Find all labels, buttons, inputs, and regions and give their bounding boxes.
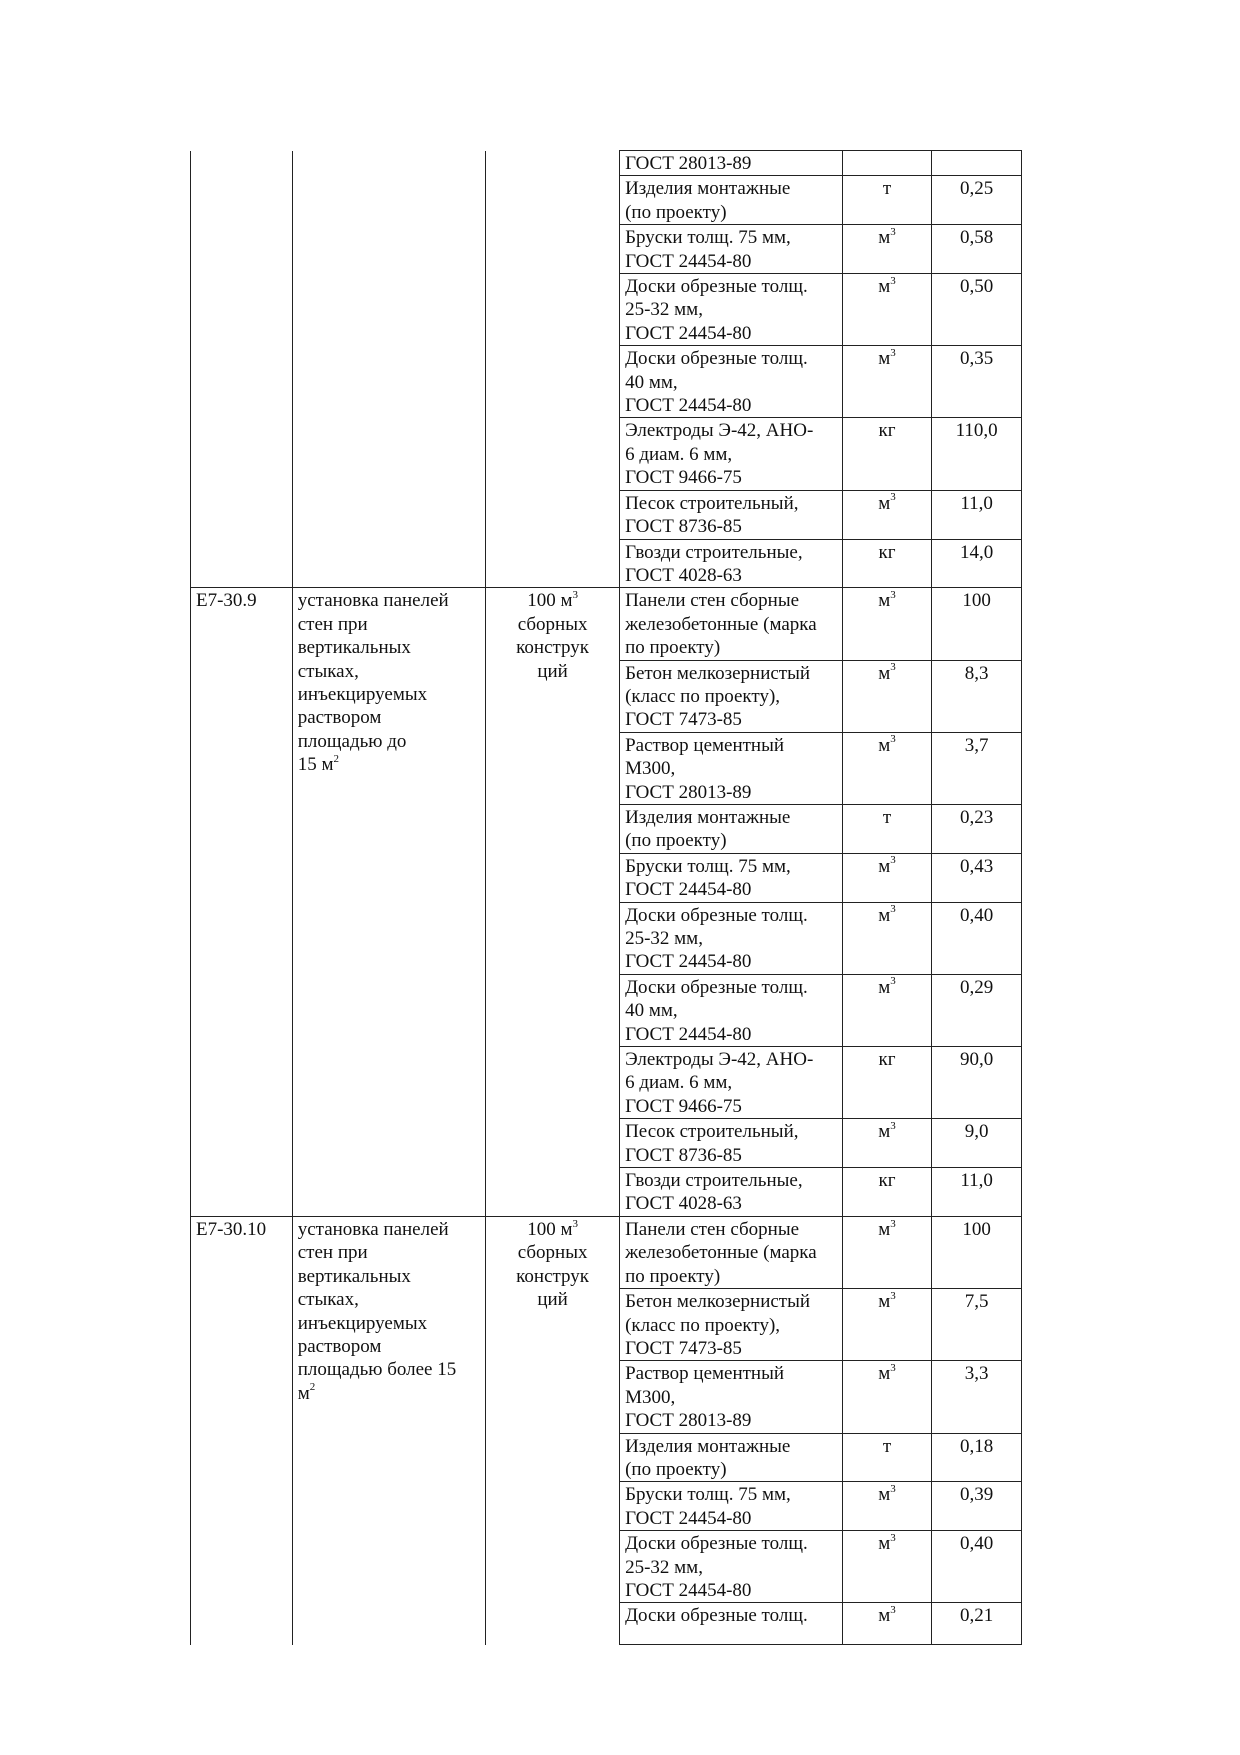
material-line: 40 мм,	[625, 1000, 678, 1022]
code-cell: Е7-30.10	[191, 1216, 293, 1645]
material-line: по проекту)	[625, 637, 721, 659]
quantity-cell: 100	[932, 588, 1022, 660]
quantity-cell: 0,29	[932, 974, 1022, 1046]
measure-line: ций	[537, 1289, 568, 1311]
measure-line: сборных	[517, 613, 588, 635]
material-cell	[620, 1289, 843, 1361]
unit-cell	[842, 346, 932, 418]
unit-superscript: 3	[890, 225, 896, 238]
quantity-cell: 0,25	[932, 176, 1022, 225]
unit-cell	[842, 225, 932, 274]
material-line: Бруски толщ. 75 мм,	[625, 227, 791, 249]
material-cell	[620, 974, 843, 1046]
unit-cell	[842, 490, 932, 539]
unit-cell	[842, 418, 932, 490]
unit-text: м	[878, 1363, 891, 1385]
material-line: Электроды Э-42, АНО-	[625, 1049, 814, 1071]
material-cell	[620, 490, 843, 539]
material-line: 25-32 мм,	[625, 928, 703, 949]
unit-superscript: 3	[890, 1604, 896, 1617]
code-cell	[191, 151, 293, 588]
name-line: раствором	[297, 707, 382, 729]
material-line: Песок строительный,	[625, 1121, 799, 1143]
unit-cell	[842, 1289, 932, 1361]
measure-cell	[486, 151, 620, 588]
quantity-cell: 0,35	[932, 346, 1022, 418]
unit-cell	[842, 1433, 932, 1482]
material-cell	[620, 274, 843, 346]
material-line: Доски обрезные толщ.	[625, 904, 808, 926]
unit-superscript: 3	[890, 1361, 896, 1374]
material-line: Изделия монтажные	[625, 1435, 791, 1457]
unit-cell	[842, 1603, 932, 1645]
unit-cell	[842, 151, 932, 176]
material-cell	[620, 346, 843, 418]
material-cell	[620, 1119, 843, 1168]
measure-superscript: 3	[572, 588, 578, 601]
measure-line: ций	[537, 660, 568, 682]
material-line: ГОСТ 4028-63	[625, 564, 742, 586]
quantity-cell: 90,0	[932, 1047, 1022, 1119]
name-line: инъекцируемых	[297, 683, 428, 705]
name-line: $м^2$	[297, 1381, 316, 1404]
measure-cell	[486, 1216, 620, 1645]
material-line: Доски обрезные толщ.	[625, 976, 808, 998]
name-line: инъекцируемых	[297, 1312, 428, 1334]
material-cell	[620, 1361, 843, 1433]
name-line: стыках,	[297, 660, 359, 682]
material-line: ГОСТ 8736-85	[625, 516, 742, 538]
material-line: Гвозди строительные,	[625, 541, 803, 563]
material-line: ГОСТ 24454-80	[625, 1507, 752, 1529]
quantity-cell: 0,39	[932, 1482, 1022, 1531]
material-line: Бетон мелкозернистый	[625, 662, 811, 684]
material-line: ГОСТ 7473-85	[625, 709, 742, 731]
material-line: ГОСТ 24454-80	[625, 1579, 752, 1601]
table-row	[191, 151, 1022, 176]
material-line: ГОСТ 4028-63	[625, 1193, 742, 1215]
table-row	[191, 588, 1022, 660]
material-cell	[620, 902, 843, 974]
quantity-cell: 0,23	[932, 804, 1022, 853]
quantity-cell: 0,40	[932, 1531, 1022, 1603]
material-line: Доски обрезные толщ.	[625, 1605, 808, 1627]
quantity-cell: 7,5	[932, 1289, 1022, 1361]
unit-text: кг	[878, 541, 896, 563]
unit-text: м	[878, 1291, 891, 1313]
unit-superscript: 3	[890, 1531, 896, 1544]
name-line: вертикальных	[297, 637, 411, 659]
material-line: ГОСТ 28013-89	[625, 1410, 752, 1432]
unit-superscript: 3	[890, 903, 896, 916]
material-line: 25-32 мм,	[625, 1556, 703, 1578]
material-line: ГОСТ 9466-75	[625, 467, 742, 489]
unit-superscript: 3	[890, 975, 896, 988]
material-line: Электроды Э-42, АНО-	[625, 420, 814, 442]
material-cell	[620, 151, 843, 176]
quantity-cell: 0,43	[932, 853, 1022, 902]
material-line: Гвозди строительные,	[625, 1170, 803, 1192]
unit-cell	[842, 1482, 932, 1531]
unit-cell	[842, 539, 932, 588]
table-row	[191, 1216, 1022, 1288]
unit-superscript: 3	[890, 274, 896, 287]
unit-text: м	[878, 227, 891, 249]
material-cell	[620, 660, 843, 732]
unit-text: м	[878, 1533, 891, 1555]
material-cell	[620, 853, 843, 902]
material-line: 40 мм,	[625, 371, 678, 393]
measure-line: конструк	[516, 1265, 590, 1287]
quantity-cell: 11,0	[932, 1168, 1022, 1217]
quantity-cell: 100	[932, 1216, 1022, 1288]
quantity-cell: 3,3	[932, 1361, 1022, 1433]
unit-cell	[842, 853, 932, 902]
quantity-cell	[932, 151, 1022, 176]
unit-text: кг	[878, 420, 896, 442]
name-cell	[292, 588, 485, 1217]
unit-cell	[842, 902, 932, 974]
norms-table	[190, 150, 1022, 1645]
measure-superscript: 3	[572, 1217, 578, 1230]
quantity-cell: 0,50	[932, 274, 1022, 346]
material-line: Раствор цементный	[625, 734, 785, 756]
quantity-cell: 8,3	[932, 660, 1022, 732]
unit-superscript: 3	[890, 661, 896, 674]
unit-superscript: 3	[890, 1217, 896, 1230]
unit-cell	[842, 176, 932, 225]
material-cell	[620, 804, 843, 853]
material-line: ГОСТ 7473-85	[625, 1337, 742, 1359]
quantity-cell: 0,21	[932, 1603, 1022, 1645]
name-line: 15 $м^2$	[297, 752, 340, 776]
material-cell	[620, 1433, 843, 1482]
material-line: железобетонные (марка	[625, 613, 817, 635]
material-line: Панели стен сборные	[625, 590, 800, 612]
material-cell	[620, 539, 843, 588]
name-line: установка панелей	[297, 1218, 449, 1240]
material-line: Изделия монтажные	[625, 178, 791, 200]
unit-cell	[842, 1119, 932, 1168]
name-line: установка панелей	[297, 590, 449, 612]
unit-superscript: 3	[890, 1289, 896, 1302]
material-line: ГОСТ 24454-80	[625, 879, 752, 901]
material-cell	[620, 732, 843, 804]
material-cell	[620, 1168, 843, 1217]
quantity-cell: 0,58	[932, 225, 1022, 274]
material-line: 6 диам. 6 мм,	[625, 1072, 733, 1094]
name-cell	[292, 1216, 485, 1645]
unit-text: кг	[878, 1170, 896, 1192]
unit-text: м	[878, 734, 891, 756]
quantity-cell: 11,0	[932, 490, 1022, 539]
measure-value: 100 $м^3$	[527, 588, 578, 612]
unit-superscript: 3	[890, 1119, 896, 1132]
name-superscript: 2	[309, 1381, 316, 1394]
unit-text: м	[878, 1218, 891, 1240]
material-cell	[620, 1216, 843, 1288]
material-cell	[620, 225, 843, 274]
material-cell	[620, 1047, 843, 1119]
unit-superscript: 3	[890, 346, 896, 359]
unit-cell	[842, 588, 932, 660]
material-line: Доски обрезные толщ.	[625, 348, 808, 370]
unit-text: м	[878, 492, 891, 514]
unit-superscript: 3	[890, 588, 896, 601]
measure-value: 100 $м^3$	[527, 1217, 578, 1240]
unit-text: т	[882, 178, 892, 200]
unit-text: м	[878, 904, 891, 926]
material-cell	[620, 588, 843, 660]
unit-text: м	[878, 662, 891, 684]
material-line: Бетон мелкозернистый	[625, 1291, 811, 1313]
material-line: железобетонные (марка	[625, 1242, 817, 1264]
material-line: М300,	[625, 758, 676, 780]
material-line: (класс по проекту),	[625, 685, 781, 707]
unit-superscript: 3	[890, 733, 896, 746]
unit-superscript: 3	[890, 491, 896, 504]
unit-text: м	[878, 1605, 891, 1627]
material-line: ГОСТ 24454-80	[625, 951, 752, 973]
name-line: стен при	[297, 613, 368, 635]
name-cell	[292, 151, 485, 588]
unit-superscript: 3	[890, 854, 896, 867]
material-line: ГОСТ 24454-80	[625, 395, 752, 417]
unit-cell	[842, 274, 932, 346]
material-line: Доски обрезные толщ.	[625, 1533, 808, 1555]
unit-text: м	[878, 348, 891, 370]
material-line: ГОСТ 28013-89	[625, 153, 752, 174]
name-line: стыках,	[297, 1289, 359, 1311]
quantity-cell: 110,0	[932, 418, 1022, 490]
material-line: по проекту)	[625, 1265, 721, 1287]
unit-cell	[842, 1047, 932, 1119]
unit-cell	[842, 1531, 932, 1603]
unit-cell	[842, 1168, 932, 1217]
unit-text: м	[878, 976, 891, 998]
material-line: Раствор цементный	[625, 1363, 785, 1385]
quantity-cell: 3,7	[932, 732, 1022, 804]
material-line: ГОСТ 9466-75	[625, 1095, 742, 1117]
measure-line: конструк	[516, 637, 590, 659]
material-line: ГОСТ 28013-89	[625, 781, 752, 803]
unit-text: м	[878, 855, 891, 877]
unit-cell	[842, 974, 932, 1046]
material-line: ГОСТ 24454-80	[625, 322, 752, 344]
name-line: площадью до	[297, 730, 407, 752]
material-line: (по проекту)	[625, 830, 727, 852]
material-cell	[620, 1603, 843, 1645]
unit-cell	[842, 1361, 932, 1433]
material-cell	[620, 1482, 843, 1531]
unit-superscript: 3	[890, 1483, 896, 1496]
material-line: 6 диам. 6 мм,	[625, 443, 733, 465]
material-line: Бруски толщ. 75 мм,	[625, 855, 791, 877]
material-line: Доски обрезные толщ.	[625, 276, 808, 298]
unit-text: м	[878, 1484, 891, 1506]
material-cell	[620, 418, 843, 490]
code-cell: Е7-30.9	[191, 588, 293, 1217]
name-superscript: 2	[333, 752, 340, 765]
unit-text: т	[882, 1435, 892, 1457]
name-line: вертикальных	[297, 1265, 411, 1287]
unit-cell	[842, 1216, 932, 1288]
name-line: площадью более 15	[297, 1359, 457, 1381]
name-line: стен при	[297, 1242, 368, 1264]
unit-text: кг	[878, 1049, 896, 1071]
quantity-cell: 0,18	[932, 1433, 1022, 1482]
material-line: М300,	[625, 1386, 676, 1408]
material-line: (класс по проекту),	[625, 1314, 781, 1336]
material-cell	[620, 176, 843, 225]
unit-cell	[842, 660, 932, 732]
material-line: ГОСТ 8736-85	[625, 1144, 742, 1166]
material-line: Песок строительный,	[625, 492, 799, 514]
material-line: Бруски толщ. 75 мм,	[625, 1484, 791, 1506]
name-line: раствором	[297, 1335, 382, 1357]
unit-cell	[842, 804, 932, 853]
unit-text: м	[878, 276, 891, 298]
measure-line: сборных	[517, 1242, 588, 1264]
material-line: ГОСТ 24454-80	[625, 1023, 752, 1045]
material-line: Изделия монтажные	[625, 806, 791, 828]
measure-cell	[486, 588, 620, 1217]
unit-cell	[842, 732, 932, 804]
unit-text: т	[882, 806, 892, 828]
material-line: (по проекту)	[625, 1458, 727, 1480]
material-line: 25-32 мм,	[625, 299, 703, 321]
quantity-cell: 14,0	[932, 539, 1022, 588]
material-line: (по проекту)	[625, 201, 727, 223]
unit-text: м	[878, 590, 891, 612]
quantity-cell: 0,40	[932, 902, 1022, 974]
material-line: ГОСТ 24454-80	[625, 250, 752, 272]
quantity-cell: 9,0	[932, 1119, 1022, 1168]
material-cell	[620, 1531, 843, 1603]
material-line: Панели стен сборные	[625, 1218, 800, 1240]
unit-text: м	[878, 1121, 891, 1143]
